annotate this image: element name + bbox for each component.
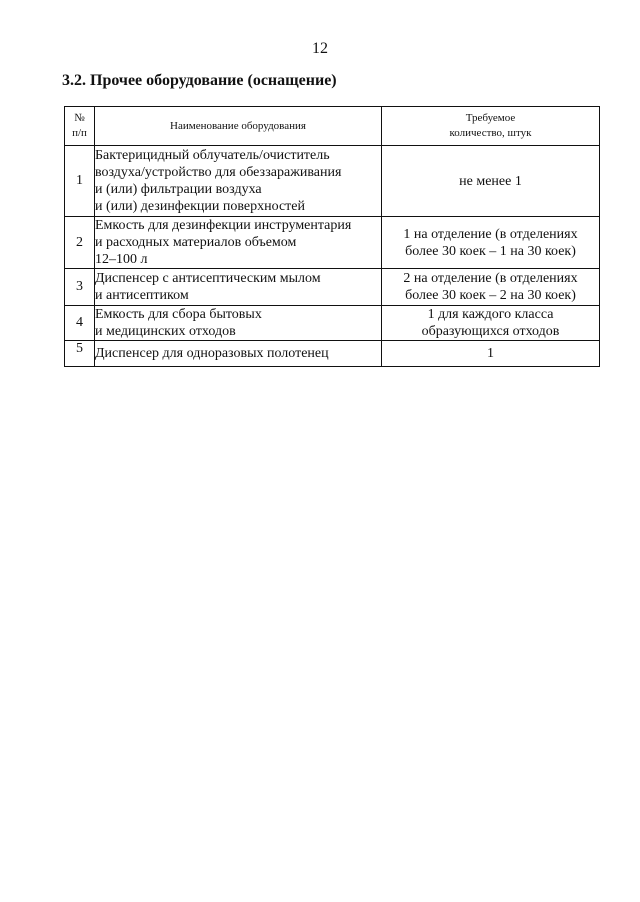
header-quantity-line: количество, штук bbox=[449, 127, 532, 139]
equipment-name bbox=[95, 306, 382, 341]
required-quantity-line: образующихся отходов bbox=[421, 324, 560, 339]
header-quantity-line: Требуемое bbox=[465, 112, 516, 124]
table-row bbox=[65, 341, 600, 367]
equipment-name bbox=[95, 146, 382, 217]
header-number-line: п/п bbox=[72, 127, 87, 139]
header-number-line: № bbox=[74, 112, 85, 124]
row-number: 3 bbox=[65, 269, 95, 306]
required-quantity-line: 1 на отделение (в отделениях bbox=[403, 226, 578, 242]
equipment-name-line: Емкость для дезинфекции инструментария bbox=[95, 218, 352, 233]
required-quantity bbox=[382, 306, 600, 341]
required-quantity-line: 1 для каждого класса bbox=[427, 307, 554, 322]
table-row bbox=[65, 306, 600, 341]
required-quantity bbox=[382, 269, 600, 306]
required-quantity bbox=[382, 341, 600, 367]
page-number: 12 bbox=[312, 40, 328, 57]
table-row bbox=[65, 217, 600, 269]
equipment-name-line: Бактерицидный облучатель/очиститель bbox=[95, 148, 330, 163]
required-quantity-line: не менее 1 bbox=[459, 173, 522, 189]
required-quantity-line: более 30 коек – 1 на 30 коек) bbox=[405, 243, 576, 259]
table-row bbox=[65, 146, 600, 217]
required-quantity bbox=[382, 217, 600, 269]
equipment-name-line: Диспенсер с антисептическим мылом bbox=[95, 271, 321, 286]
row-number: 1 bbox=[65, 146, 95, 217]
equipment-table bbox=[64, 106, 600, 367]
equipment-name bbox=[95, 269, 382, 306]
equipment-name-line: воздуха/устройство для обеззараживания bbox=[95, 165, 342, 180]
equipment-name-line: Диспенсер для одноразовых полотенец bbox=[95, 346, 329, 361]
required-quantity-line: 2 на отделение (в отделениях bbox=[403, 271, 578, 286]
required-quantity-line: 1 bbox=[487, 346, 494, 361]
row-number: 5 bbox=[65, 341, 95, 367]
section-heading: 3.2. Прочее оборудование (оснащение) bbox=[62, 72, 337, 89]
header-number bbox=[65, 107, 95, 146]
equipment-name-line: 12–100 л bbox=[95, 252, 148, 267]
equipment-name-line: и медицинских отходов bbox=[95, 324, 236, 339]
equipment-name-line: и (или) фильтрации воздуха bbox=[95, 182, 262, 197]
equipment-name-line: и расходных материалов объемом bbox=[95, 235, 297, 250]
header-equipment-name-text: Наименование оборудования bbox=[170, 119, 306, 132]
row-number: 2 bbox=[65, 217, 95, 269]
header-quantity bbox=[382, 107, 600, 146]
header-equipment-name bbox=[95, 107, 382, 146]
row-number: 4 bbox=[65, 306, 95, 341]
equipment-name bbox=[95, 217, 382, 269]
table-header-row bbox=[65, 107, 600, 146]
equipment-name-line: Емкость для сбора бытовых bbox=[95, 307, 262, 322]
equipment-name-line: и антисептиком bbox=[95, 288, 189, 303]
required-quantity-line: более 30 коек – 2 на 30 коек) bbox=[405, 288, 576, 303]
required-quantity bbox=[382, 146, 600, 217]
equipment-name-line: и (или) дезинфекции поверхностей bbox=[95, 199, 305, 214]
table-row bbox=[65, 269, 600, 306]
equipment-name bbox=[95, 341, 382, 367]
